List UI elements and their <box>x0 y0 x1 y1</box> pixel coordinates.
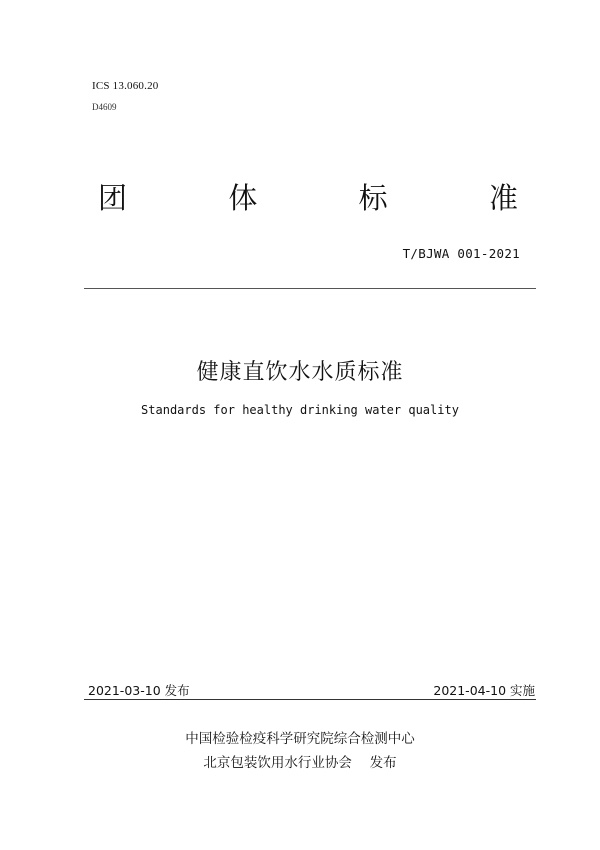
issuer-line: 中国检验检疫科学研究院综合检测中心 <box>185 731 415 747</box>
standard-type-char: 标 <box>358 181 388 215</box>
publish-date: 2021-03-10 发布 <box>88 683 190 698</box>
standard-type-char: 准 <box>488 181 518 215</box>
title-english: Standards for healthy drinking water quality <box>141 403 459 417</box>
issuing-organizations <box>0 727 600 775</box>
ics-code: ICS 13.060.20 <box>92 80 159 92</box>
standard-type-char: 团 <box>98 181 128 215</box>
implementation-date: 2021-04-10 实施 <box>433 683 535 698</box>
bottom-divider <box>84 699 536 700</box>
top-divider <box>84 288 536 289</box>
date-row <box>88 681 535 699</box>
standard-type-char: 体 <box>228 181 258 215</box>
ccs-code: D4609 <box>92 102 117 112</box>
standard-type-heading <box>98 176 518 217</box>
title-chinese: 健康直饮水水质标准 <box>196 360 404 385</box>
standard-code: T/BJWA 001-2021 <box>402 246 520 261</box>
issuer-line: 北京包装饮用水行业协会 发布 <box>203 755 397 771</box>
